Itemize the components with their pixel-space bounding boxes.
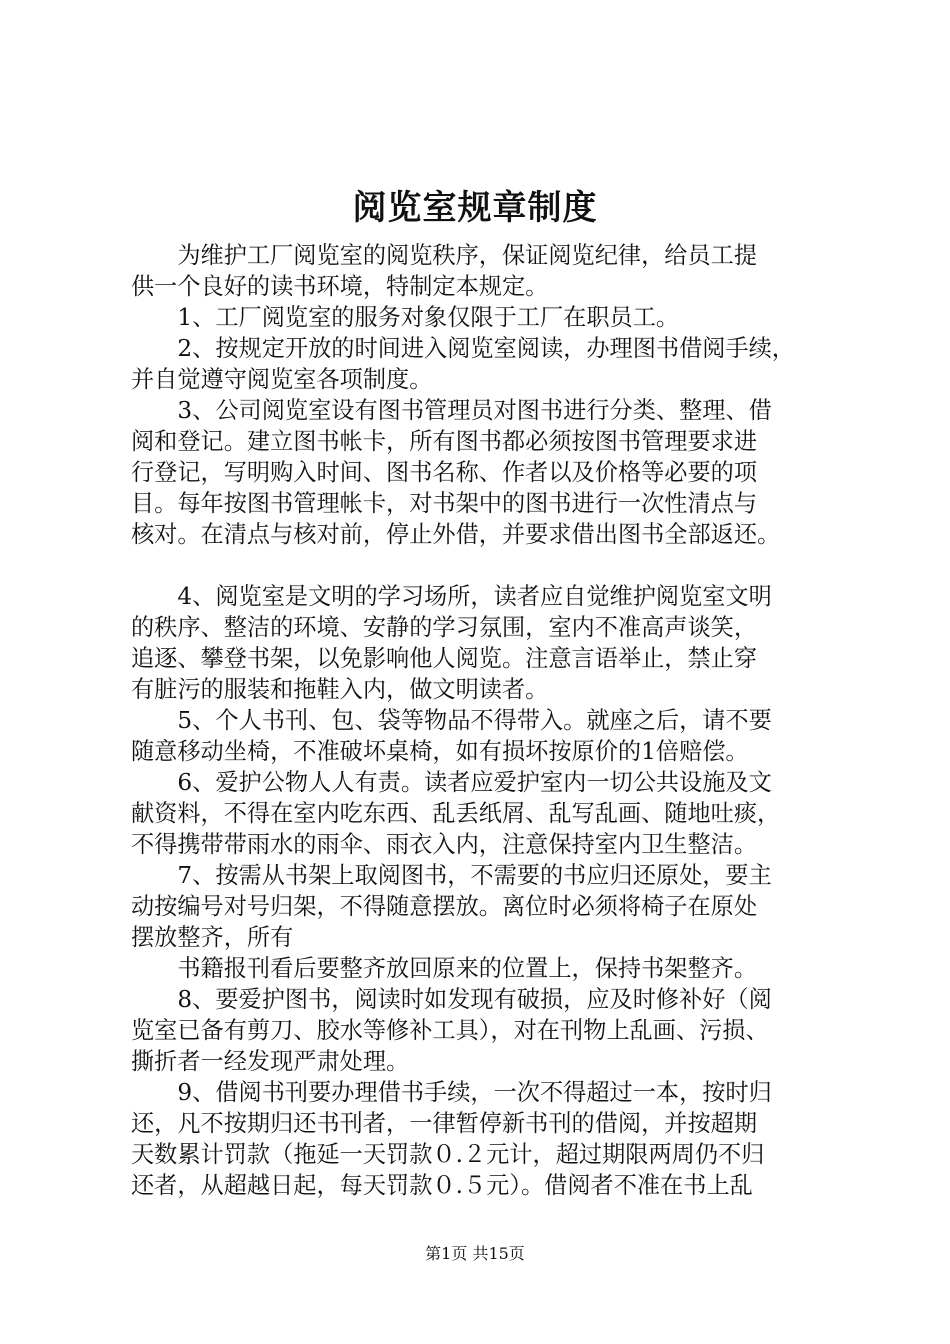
text-line: 并自觉遵守阅览室各项制度。 [131,366,433,393]
text-line: 不得携带带雨水的雨伞、雨衣入内，注意保持室内卫生整洁。 [131,831,758,858]
text-line: 还，凡不按期归还书刊者，一律暂停新书刊的借阅，并按超期 [131,1110,758,1137]
blank-line [131,550,851,581]
text-line: 供一个良好的读书环境，特制定本规定。 [131,273,549,300]
text-line: 撕折者一经发现严肃处理。 [131,1048,410,1075]
text-line: 行登记，写明购入时间、图书名称、作者以及价格等必要的项 [131,459,758,486]
text-line: 还者，从超越日起，每天罚款０.５元）。借阅者不准在书上乱 [131,1172,753,1199]
text-line: 目。每年按图书管理帐卡，对书架中的图书进行一次性清点与 [131,490,758,517]
text-line: 追逐、攀登书架，以免影响他人阅览。注意言语举止，禁止穿 [131,645,758,672]
page-title: 阅览室规章制度 [352,188,598,228]
text-line: 天数累计罚款（拖延一天罚款０.２元计，超过期限两周仍不归 [131,1141,765,1168]
text-line: 8、要爱护图书，阅读时如发现有破损，应及时修补好（阅 [131,986,772,1013]
text-line: 览室已备有剪刀、胶水等修补工具），对在刊物上乱画、污损、 [131,1017,769,1044]
text-line: 阅和登记。建立图书帐卡，所有图书都必须按图书管理要求进 [131,428,758,455]
text-line: 2、按规定开放的时间进入阅览室阅读，办理图书借阅手续， [131,335,795,362]
text-line: 3、公司阅览室设有图书管理员对图书进行分类、整理、借 [131,397,772,424]
text-line: 书籍报刊看后要整齐放回原来的位置上，保持书架整齐。 [131,955,758,982]
text-line: 核对。在清点与核对前，停止外借，并要求借出图书全部返还。 [131,521,781,548]
text-line: 9、借阅书刊要办理借书手续，一次不得超过一本，按时归 [131,1079,772,1106]
text-line: 摆放整齐，所有 [131,924,294,951]
text-line: 随意移动坐椅，不准破坏桌椅，如有损坏按原价的1倍赔偿。 [131,738,749,765]
text-line: 4、阅览室是文明的学习场所，读者应自觉维护阅览室文明 [131,583,772,610]
text-line: 7、按需从书架上取阅图书，不需要的书应归还原处，要主 [131,862,772,889]
text-line: 5、个人书刊、包、袋等物品不得带入。就座之后，请不要 [131,707,772,734]
text-line: 有脏污的服装和拖鞋入内，做文明读者。 [131,676,549,703]
text-line: 动按编号对号归架，不得随意摆放。离位时必须将椅子在原处 [131,893,758,920]
text-line: 1、工厂阅览室的服务对象仅限于工厂在职员工。 [131,304,680,331]
page-footer: 第1页 共15页 [425,1244,525,1263]
text-line: 为维护工厂阅览室的阅览秩序，保证阅览纪律，给员工提 [131,242,758,269]
text-line: 6、爱护公物人人有责。读者应爱护室内一切公共设施及文 [131,769,772,796]
text-line: 献资料，不得在室内吃东西、乱丢纸屑、乱写乱画、随地吐痰， [131,800,781,827]
text-line: 的秩序、整洁的环境、安静的学习氛围，室内不准高声谈笑， [131,614,758,641]
document-body [131,240,851,1201]
